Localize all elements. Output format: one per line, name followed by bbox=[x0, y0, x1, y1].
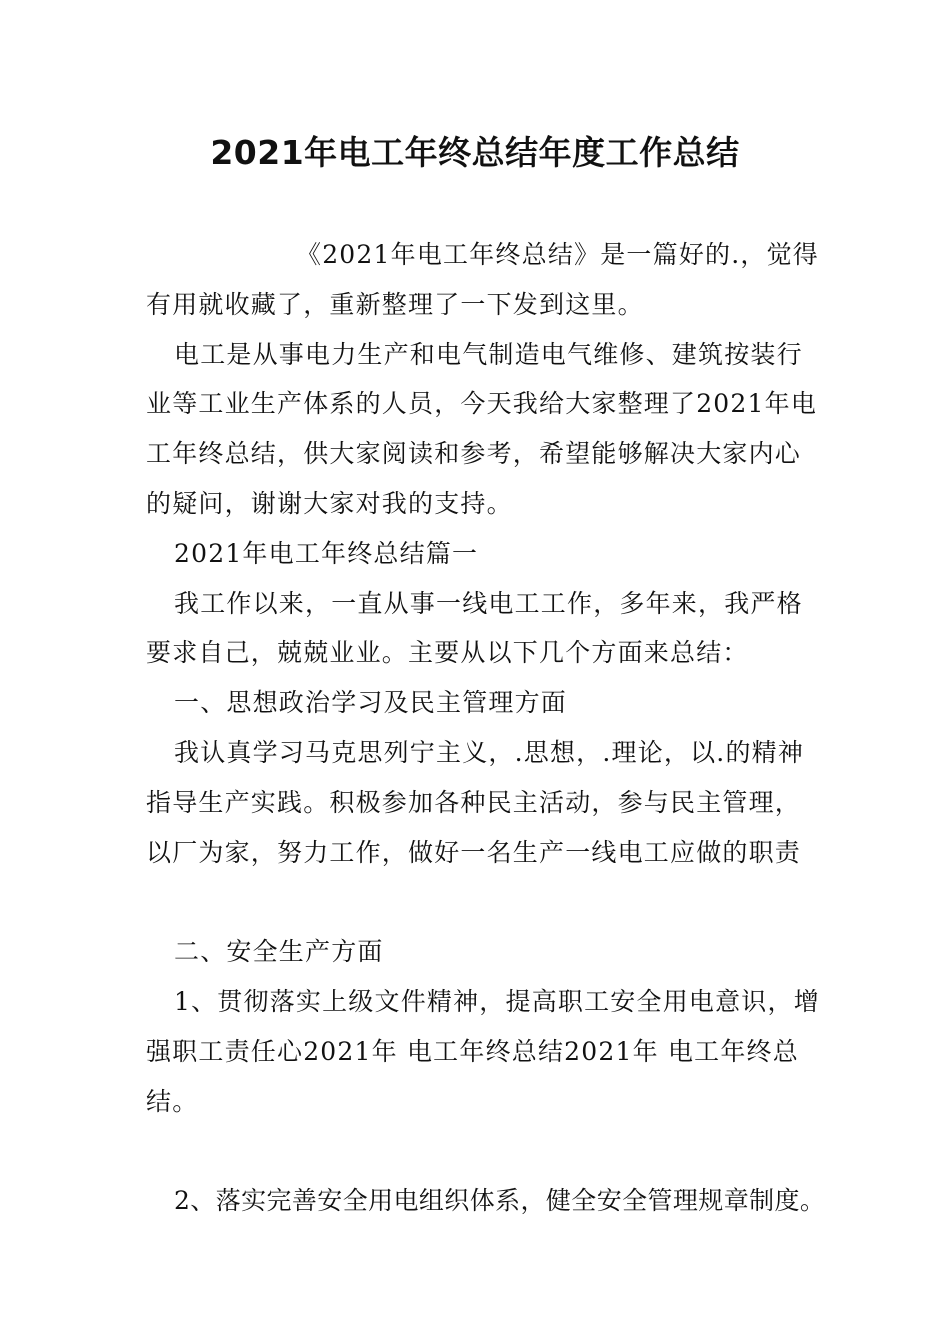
heading-political-study: 一、思想政治学习及民主管理方面 bbox=[174, 688, 568, 718]
blank-line bbox=[146, 1126, 826, 1176]
paragraph-electrician-description: 电工是从事电力生产和电气制造电气维修、建筑按装行业等工业生产体系的人员，今天我给大家整理了2021年电工年终总结，供大家阅读和参考，希望能够解决大家内心的疑问，谢谢大家对我的支持。 bbox=[146, 339, 818, 518]
safety-item-1: 1、贯彻落实上级文件精神，提高职工安全用电意识，增强职工责任心2021年 电工年终总结2021年 电工年终总结。 bbox=[146, 986, 820, 1116]
section-heading: 2021年电工年终总结篇一 bbox=[174, 538, 479, 568]
paragraph-political-study: 我认真学习马克思列宁主义，.思想，.理论，以.的精神指导生产实践。积极参加各种民主活动，参与民主管理，以厂为家，努力工作，做好一名生产一线电工应做的职责 bbox=[146, 737, 805, 867]
document-title: 2021年电工年终总结年度工作总结 bbox=[210, 133, 740, 172]
heading-safety-production: 二、安全生产方面 bbox=[174, 937, 384, 967]
blank-line bbox=[146, 877, 826, 927]
document-body bbox=[146, 230, 826, 1226]
intro-paragraph: 《2021年电工年终总结》是一篇好的.，觉得有用就收藏了，重新整理了一下发到这里。 bbox=[146, 240, 819, 319]
safety-item-2: 2、落实完善安全用电组织体系，健全安全管理规章制度。 bbox=[174, 1186, 826, 1216]
paragraph-work-overview: 我工作以来，一直从事一线电工工作，多年来，我严格要求自己，兢兢业业。主要从以下几个方面来总结： bbox=[146, 588, 803, 668]
